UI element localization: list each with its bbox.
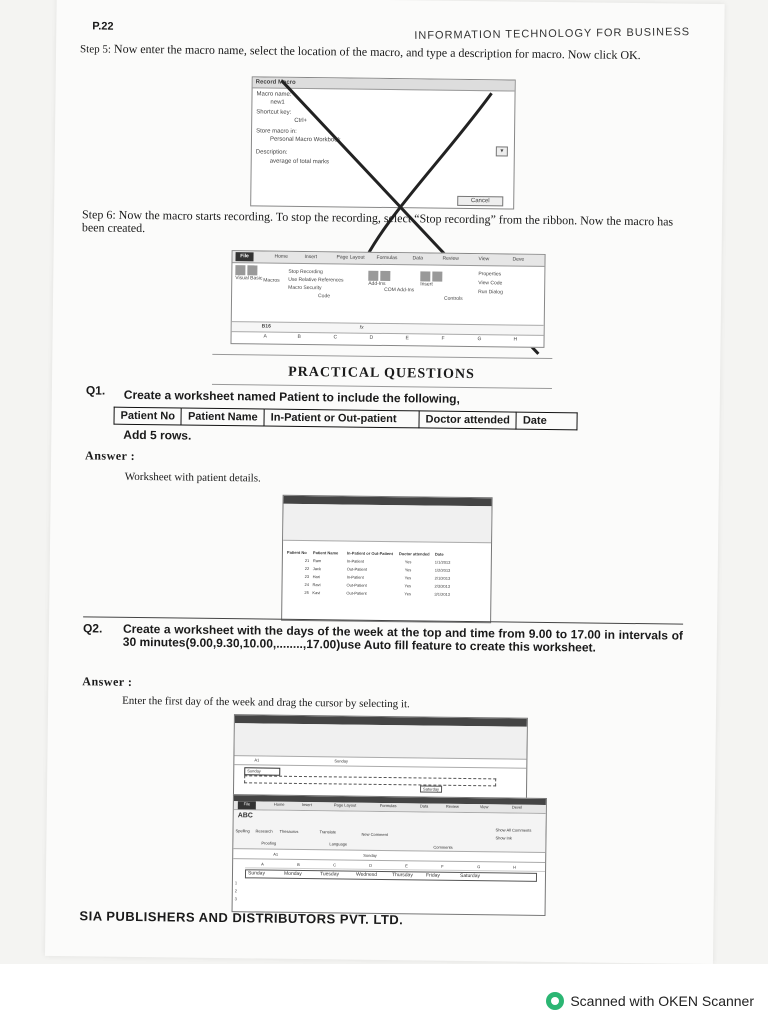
sheet-cell: 23 — [304, 574, 310, 580]
patient-worksheet-screenshot — [281, 495, 493, 624]
section-title: PRACTICAL QUESTIONS — [288, 364, 475, 383]
name-box[interactable]: A1 — [254, 757, 260, 763]
col-header: E — [405, 863, 408, 869]
properties-button[interactable]: Properties — [478, 271, 502, 278]
tab-data[interactable]: Data — [412, 255, 424, 262]
header-patient-no: Patient No — [114, 407, 182, 425]
file-tab[interactable]: File — [235, 252, 253, 261]
view-code-button[interactable]: View Code — [478, 280, 503, 287]
day-cell: Sunday — [247, 870, 266, 877]
tab-insert[interactable]: Insert — [304, 253, 318, 261]
step5-label: Step 5: — [79, 43, 112, 56]
q1-answer-label: Answer : — [85, 448, 136, 463]
tab-review[interactable]: Review — [445, 803, 460, 809]
addins-group — [368, 271, 414, 294]
show-all-comments-button[interactable]: Show All Comments — [495, 827, 532, 833]
store-value[interactable]: Personal Macro Workbook — [269, 136, 341, 144]
q2-answer-text: Enter the first day of the week and drag the cursor by selecting it. — [122, 694, 410, 711]
name-box[interactable]: B16 — [261, 323, 271, 330]
cell-a1-value: Sunday — [247, 768, 261, 774]
language-group-label: Language — [329, 841, 348, 847]
day-cell: Tuesday — [319, 871, 340, 878]
file-tab[interactable]: File — [238, 801, 256, 809]
visual-basic-icon — [235, 265, 245, 275]
sheet-cell: In-Patient — [346, 558, 364, 564]
spelling-icon: ABC — [237, 812, 253, 820]
sheet-cell: 24 — [304, 582, 310, 588]
sheet-cell: Jack — [312, 566, 322, 572]
step6-label: Step 6: — [81, 207, 116, 222]
autofill-screenshot-2 — [232, 794, 547, 916]
sheet-cell: Ravi — [312, 582, 321, 588]
day-cell: Friday — [425, 872, 440, 879]
row-numbers: 1 2 3 — [234, 880, 238, 902]
insert-control-icon — [420, 271, 430, 281]
scanner-watermark — [546, 992, 754, 1010]
sheet-cell: In-Patient — [346, 574, 364, 580]
sheet-cell: 3/1/2013 — [434, 591, 451, 597]
sheet-cell: 2/3/2013 — [434, 583, 451, 589]
controls-side — [478, 270, 503, 297]
sheet-cell: Yes — [404, 559, 412, 565]
tab-view[interactable]: View — [478, 256, 490, 263]
q1-answer-text: Worksheet with patient details. — [124, 470, 261, 485]
sheet-header-cell: Doctor attended — [398, 551, 430, 557]
description-value[interactable]: average of total marks — [269, 158, 330, 166]
q2-number: Q2. — [82, 621, 103, 636]
thesaurus-button[interactable]: Thesaurus — [279, 828, 299, 834]
col-header: G — [477, 336, 482, 343]
sheet-cell: 1/1/2013 — [434, 559, 451, 565]
col-header: H — [513, 864, 517, 870]
autofill-screenshot-1 — [233, 714, 528, 800]
sheet-cell: Out-Patient — [346, 566, 367, 572]
sheet-header-cell: Patient No — [286, 549, 307, 556]
show-ink-button[interactable]: Show Ink — [495, 835, 512, 841]
scanned-page — [45, 0, 725, 964]
q1-text: Create a worksheet named Patient to include the following, — [123, 387, 460, 406]
sheet-cell: Kavi — [312, 590, 321, 596]
relative-references-button[interactable]: Use Relative References — [288, 276, 344, 284]
review-ribbon — [233, 810, 545, 853]
chevron-down-icon[interactable]: ▾ — [496, 146, 508, 156]
sheet-header-cell: Date — [434, 551, 444, 557]
col-header: A — [263, 333, 267, 340]
ribbon-tabs — [232, 251, 544, 267]
code-group-right — [288, 268, 344, 301]
sheet-cell: Yes — [404, 575, 412, 581]
col-header: D — [369, 862, 373, 868]
addins-icon — [368, 271, 378, 281]
tab-page-layout[interactable]: Page Layout — [333, 802, 357, 808]
sheet-cell: 1/2/2013 — [434, 567, 451, 573]
tab-developer[interactable]: Deve — [512, 256, 525, 263]
comments-group-label: Comments — [433, 844, 453, 850]
formula-content[interactable]: Sunday — [363, 852, 377, 858]
developer-ribbon-screenshot — [230, 250, 545, 348]
macro-security-button[interactable]: Macro Security — [288, 284, 322, 292]
tab-review[interactable]: Review — [442, 255, 459, 262]
sheet-cell: 25 — [304, 590, 309, 596]
day-cell: Monday — [283, 870, 302, 878]
macro-name-value[interactable]: new1 — [270, 99, 285, 106]
col-header: F — [441, 863, 444, 869]
controls-group — [420, 271, 463, 302]
col-header: B — [297, 333, 301, 340]
col-header: F — [441, 335, 445, 342]
tab-page-layout[interactable]: Page Layout — [336, 254, 365, 261]
fx-icon: fx — [359, 324, 364, 331]
q1-rows-note: Add 5 rows. — [123, 427, 192, 443]
header-date: Date — [516, 412, 577, 430]
tab-formulas[interactable]: Formulas — [379, 802, 397, 809]
sheet-cell: 21 — [304, 558, 310, 564]
shortcut-label: Shortcut key: — [256, 109, 292, 116]
code-group-left — [235, 265, 285, 282]
run-dialog-button[interactable]: Run Dialog — [478, 289, 503, 296]
controls-group-label: Controls — [444, 295, 463, 302]
q2-text: Create a worksheet with the days of the week at the top and time from 9.00 to 17.00 in intervals of 30 minutes(9.00,9.30,10.00,........,17.00)use Auto fill feature to create this worksheet. — [122, 621, 684, 655]
col-header: G — [477, 864, 481, 870]
proofing-group-label: Proofing — [261, 840, 277, 846]
translate-button[interactable]: Translate — [319, 829, 337, 835]
step6-text: Now the macro starts recording. To stop the recording, select “Stop recording” from the ribbon. Now the macro has been created. — [81, 207, 674, 236]
shortcut-value[interactable]: Ctrl+ — [294, 117, 308, 125]
sheet-cell: Yes — [404, 591, 412, 597]
publisher-name: SIA PUBLISHERS AND DISTRIBUTORS PVT. LTD. — [79, 908, 404, 928]
scanner-text: Scanned with OKEN Scanner — [570, 993, 754, 1009]
sheet-cell: Ram — [312, 558, 322, 564]
day-cell: Thursday — [391, 872, 413, 879]
tab-home[interactable]: Home — [274, 253, 288, 260]
sheet-cell: 2/1/2013 — [434, 575, 451, 581]
tab-insert[interactable]: Insert — [301, 802, 312, 808]
tab-data[interactable]: Data — [419, 803, 429, 809]
excel-ribbon — [283, 504, 491, 544]
spelling-button[interactable]: Spelling — [235, 828, 250, 834]
formula-bar — [232, 321, 544, 336]
store-label: Store macro in: — [256, 128, 297, 135]
stop-recording-button[interactable]: Stop Recording — [288, 268, 323, 276]
cancel-button[interactable]: Cancel — [457, 196, 503, 207]
sheet-cell: Out-Patient — [346, 582, 367, 588]
header-in-out-patient: In-Patient or Out-patient — [264, 409, 419, 428]
scanner-logo-icon — [546, 992, 564, 1010]
title-rule — [212, 384, 552, 389]
step5-text: Now enter the macro name, select the location of the macro, and type a description for macro. Now click OK. — [113, 41, 641, 63]
com-addins-button[interactable]: COM Add-Ins — [384, 286, 415, 294]
col-header: E — [405, 335, 409, 342]
sheet-cell: Yes — [404, 583, 412, 589]
q2-answer-label: Answer : — [82, 674, 133, 689]
q1-number: Q1. — [85, 383, 106, 398]
macros-icon — [247, 265, 257, 275]
tab-developer[interactable]: Devel — [511, 804, 523, 810]
col-header: D — [369, 334, 374, 341]
tab-formulas[interactable]: Formulas — [376, 254, 398, 262]
com-addins-icon — [380, 271, 390, 281]
sheet-cell: Yes — [404, 567, 412, 573]
insert-control-button[interactable]: Insert — [420, 281, 433, 288]
col-header: H — [513, 336, 518, 343]
day-cell: Wednesd — [355, 871, 378, 878]
step6-paragraph — [82, 208, 692, 241]
autofill-tooltip: Saturday — [420, 785, 442, 792]
tab-view[interactable]: View — [479, 804, 489, 810]
dialog-title: Record Macro — [253, 77, 515, 91]
header-doctor-attended: Doctor attended — [419, 411, 517, 429]
day-cell: Saturday — [459, 872, 481, 880]
scanner-footer — [0, 964, 768, 1024]
col-header: C — [333, 334, 338, 341]
macros-button[interactable]: Macros — [263, 277, 280, 284]
sheet-cell: Out-Patient — [346, 590, 367, 596]
name-box[interactable]: A1 — [273, 851, 279, 857]
sheet-cell: Hari — [312, 574, 321, 580]
formula-content[interactable]: Sunday — [334, 758, 348, 764]
addins-button[interactable]: Add-Ins — [368, 280, 386, 287]
running-head: INFORMATION TECHNOLOGY FOR BUSINESS — [414, 26, 691, 42]
macro-name-label: Macro name: — [256, 91, 292, 98]
description-label: Description: — [255, 149, 288, 156]
research-button[interactable]: Research — [255, 828, 273, 834]
step5-paragraph — [80, 42, 700, 64]
col-header: A — [261, 861, 264, 867]
new-comment-button[interactable]: New Comment — [361, 831, 388, 838]
autofill-drag-range[interactable] — [244, 775, 496, 786]
sheet-cell: 22 — [304, 566, 310, 572]
col-header: B — [297, 861, 300, 867]
page-number: P.22 — [92, 20, 114, 33]
header-patient-name: Patient Name — [181, 408, 264, 426]
sheet-header-cell: In-Patient or Out-Patient — [346, 550, 393, 557]
patient-fields-table — [113, 407, 577, 431]
design-mode-icon — [432, 272, 442, 282]
code-group-label: Code — [318, 293, 331, 300]
sheet-header-cell: Patient Name — [312, 550, 339, 556]
visual-basic-button[interactable]: Visual Basic — [235, 275, 263, 282]
col-header: C — [333, 862, 337, 868]
tab-home[interactable]: Home — [273, 801, 285, 807]
